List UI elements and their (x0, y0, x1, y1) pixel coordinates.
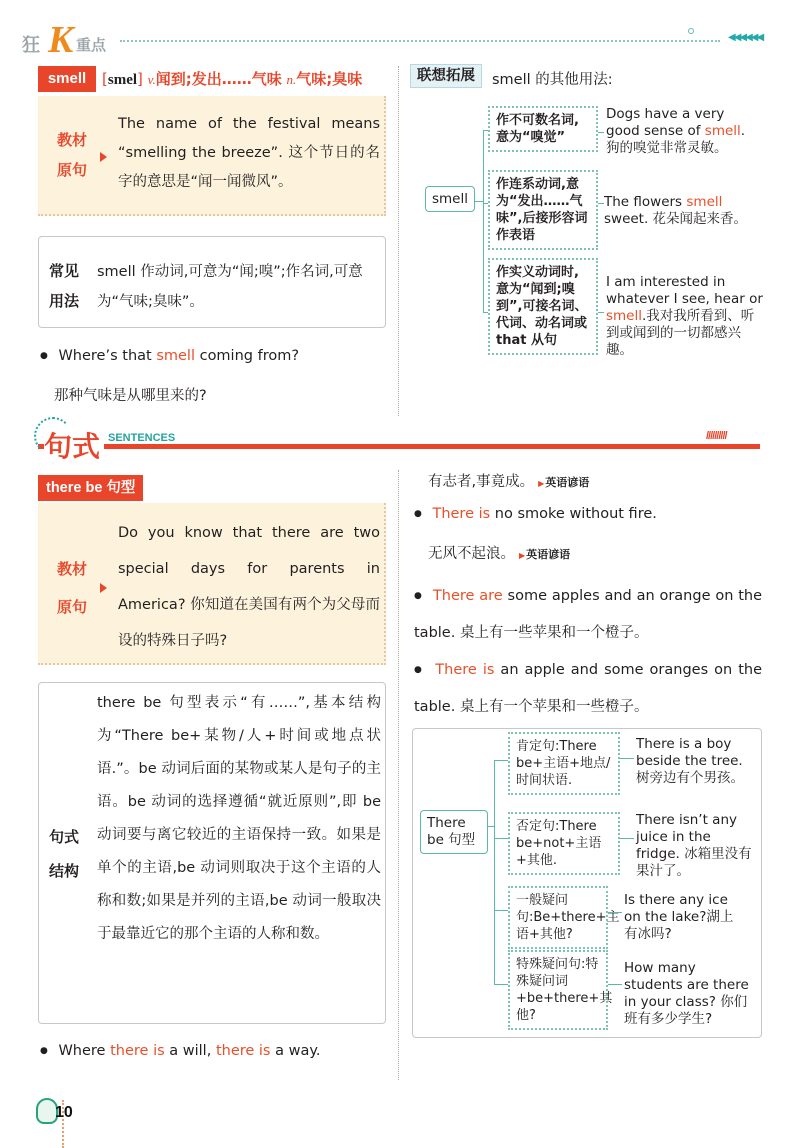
mindmap-branch-node: 肯定句:There be+主语+地点/时间状语. (508, 732, 620, 795)
header-arrows-icon: ◀◀◀◀◀◀ (728, 32, 763, 43)
mindmap-branch-node: 否定句:There be+not+主语+其他. (508, 812, 620, 875)
usage-label: 常见 用法 (49, 263, 80, 310)
section-subtitle: SENTENCES (108, 432, 176, 444)
textbook-sentence: Do you know that there are two special days for parents in America? 你知道在美国有两个为父母而设的特殊日子吗? (118, 525, 380, 649)
section-title: 句式 (44, 425, 104, 465)
logo-text-right: 重点 (76, 37, 107, 54)
connector-line (598, 312, 604, 313)
mindmap-example: Dogs have a very good sense of smell. 狗的嗅觉非常灵敏。 (606, 106, 746, 156)
mindmap-branch-node: 一般疑问句:Be+there+主语+其他? (508, 886, 608, 949)
connector-line (494, 838, 508, 839)
mindmap-root-there-be: There be 句型 (420, 810, 488, 854)
section-slashes: ////////// (706, 430, 727, 442)
mindmap-example: The flowers smell sweet. 花朵闻起来香。 (604, 194, 748, 227)
proverb-label: ▶ 英语谚语 (538, 476, 589, 489)
mindmap-example: How many students are there in your class? 你们班有多少学生? (624, 960, 749, 1027)
mindmap-example: I am interested in whatever I see, hear or smell.我对我所看到、听到或闻到的一切都感兴趣。 (606, 274, 763, 358)
example-sentence: ● There is an apple and some oranges on the table. 桌上有一个苹果和一些橙子。 (414, 652, 762, 726)
mindmap-example: There is a boy beside the tree. 树旁边有个男孩。 (636, 736, 744, 786)
connector-line (620, 758, 634, 759)
pointer-arrow-icon (100, 583, 107, 593)
mindmap-branch-node: 作实义动词时,意为“闻到;嗅到”,可接名词、代词、动名词或 that 从句 (488, 258, 598, 355)
column-divider (398, 66, 399, 416)
header-dot-icon (688, 28, 694, 34)
there-be-tag: there be 句型 (38, 475, 143, 501)
textbook-sentence: The name of the festival means “smelling the breeze”. 这个节日的名字的意思是“闻一闻微风”。 (118, 116, 380, 190)
extension-intro: smell 的其他用法: (492, 72, 613, 88)
connector-line (598, 132, 604, 133)
smell-phonetic: smel (107, 72, 138, 88)
example-translation: 有志者,事竟成。▶ 英语谚语 (428, 470, 589, 491)
mindmap-root-smell: smell (425, 186, 475, 212)
mindmap-example: Is there any ice on the lake?湖上有冰吗? (624, 892, 734, 942)
extension-tag: 联想拓展 (410, 64, 482, 88)
textbook-label: 教材 原句 (56, 132, 87, 179)
column-divider (398, 470, 399, 1080)
example-sentence: ● Where there is a will, there is a way. (40, 1043, 320, 1059)
pointer-arrow-icon (100, 152, 107, 162)
common-usage-box (38, 236, 386, 328)
example-translation: 那种气味是从哪里来的? (54, 388, 207, 404)
example-sentence: ● There is no smoke without fire. (414, 506, 657, 522)
connector-line (494, 760, 495, 984)
header-divider (120, 40, 720, 42)
proverb-label: ▶ 英语谚语 (519, 548, 570, 561)
connector-line (475, 201, 483, 202)
textbook-label: 教材 原句 (56, 561, 87, 616)
connector-line (494, 984, 508, 985)
mindmap-branch-node: 特殊疑问句:特殊疑问词+be+there+其他? (508, 950, 608, 1030)
example-sentence: ● There are some apples and an orange on the table. 桌上有一些苹果和一个橙子。 (414, 578, 762, 652)
mindmap-example: There isn’t any juice in the fridge. 冰箱里没有果汁了。 (636, 812, 752, 879)
mindmap-branch-node: 作不可数名词,意为“嗅觉” (488, 106, 598, 152)
structure-label: 句式 结构 (49, 829, 80, 880)
sentence-structure-box (38, 682, 386, 1024)
mindmap-branch-node: 作连系动词,意为“发出……气味”,后接形容词作表语 (488, 170, 598, 250)
smell-definition: [smel] v.闻到;发出……气味 n.气味;臭味 (102, 70, 363, 88)
logo-k: K (48, 19, 74, 61)
logo-text-left: 狂 (22, 35, 40, 55)
textbook-sentence-box (38, 96, 386, 216)
section-bar (38, 444, 760, 449)
connector-line (608, 984, 622, 985)
usage-text: smell 作动词,可意为“闻;嗅”;作名词,可意为“气味;臭味”。 (97, 264, 363, 310)
page-number: 10 (55, 1104, 73, 1121)
textbook-sentence-box (38, 503, 386, 665)
example-translation: 无风不起浪。▶ 英语谚语 (428, 542, 570, 563)
connector-line (620, 838, 634, 839)
structure-text: there be 句型表示“有……”,基本结构为“There be+某物/人+时间或地点状语.”。be 动词后面的某物或某人是句子的主语。be 动词的选择遵循“就近原则”,即 be 动词要与离它较近的主语保持一致。如果是单个的主语,be 动词则取决于这个主语的人称和数;如果是并列的主语,be 动词一般取决于最靠近它的那个主语的人称和数。 (97, 695, 381, 942)
brand-logo (22, 19, 118, 61)
connector-line (494, 910, 508, 911)
connector-line (608, 912, 622, 913)
smell-tag: smell (38, 66, 96, 92)
connector-line (483, 130, 484, 312)
example-sentence: ● Where’s that smell coming from? (40, 348, 299, 364)
connector-line (494, 760, 508, 761)
